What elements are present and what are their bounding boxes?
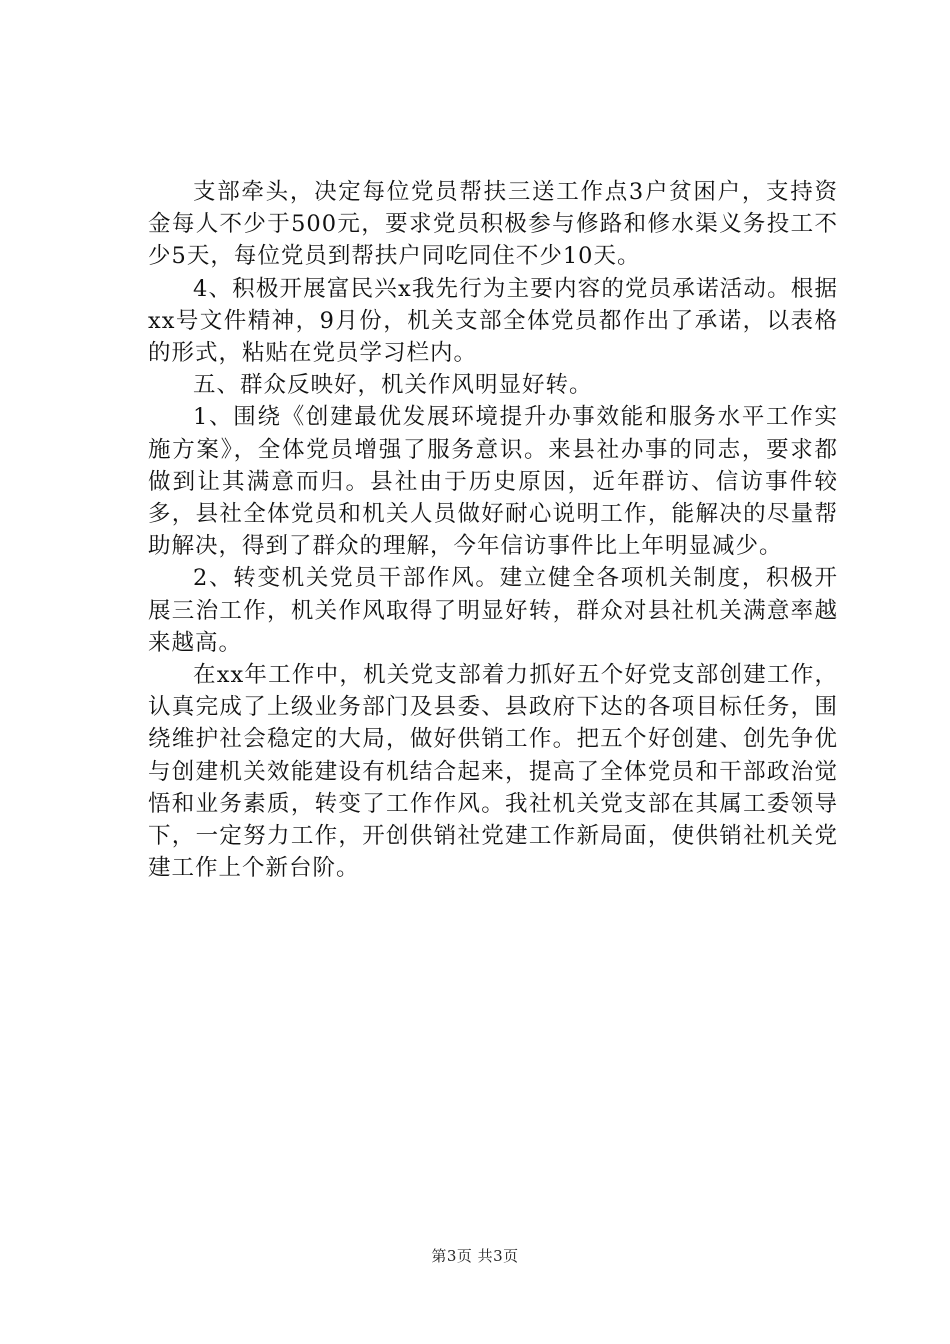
paragraph-work-style: 2、转变机关党员干部作风。建立健全各项机关制度，积极开展三治工作，机关作风取得了明显好转，群众对县社机关满意率越来越高。 [148, 565, 838, 656]
paragraph-service-awareness: 1、围绕《创建最优发展环境提升办事效能和服务水平工作实施方案》，全体党员增强了服务意识。来县社办事的同志，要求都做到让其满意而归。县社由于历史原因，近年群访、信访事件较多，县社全体党员和机关人员做好耐心说明工作，能解决的尽量帮助解决，得到了群众的理解，今年信访事件比上年明显减少。 [148, 404, 838, 560]
paragraph-section-five-heading: 五、群众反映好，机关作风明显好转。 [193, 372, 593, 399]
paragraph-party-pledge: 4、积极开展富民兴x我先行为主要内容的党员承诺活动。根据xx号文件精神，9月份，机关支部全体党员都作出了承诺，以表格的形式，粘贴在党员学习栏内。 [148, 275, 838, 367]
paragraph-poverty-assistance: 支部牵头，决定每位党员帮扶三送工作点3户贫困户，支持资金每人不少于500元，要求党员积极参与修路和修水渠义务投工不少5天，每位党员到帮扶户同吃同住不少10天。 [148, 179, 838, 270]
paragraph-conclusion: 在xx年工作中，机关党支部着力抓好五个好党支部创建工作，认真完成了上级业务部门及县委、县政府下达的各项目标任务，围绕维护社会稳定的大局，做好供销工作。把五个好创建、创先争优与创建机关效能建设有机结合起来，提高了全体党员和干部政治觉悟和业务素质，转变了工作作风。我社机关党支部在其属工委领导下，一定努力工作，开创供销社党建工作新局面，使供销社机关党建工作上个新台阶。 [148, 662, 838, 882]
page-number-footer: 第3页 共3页 [431, 1247, 519, 1265]
document-body [148, 176, 838, 884]
